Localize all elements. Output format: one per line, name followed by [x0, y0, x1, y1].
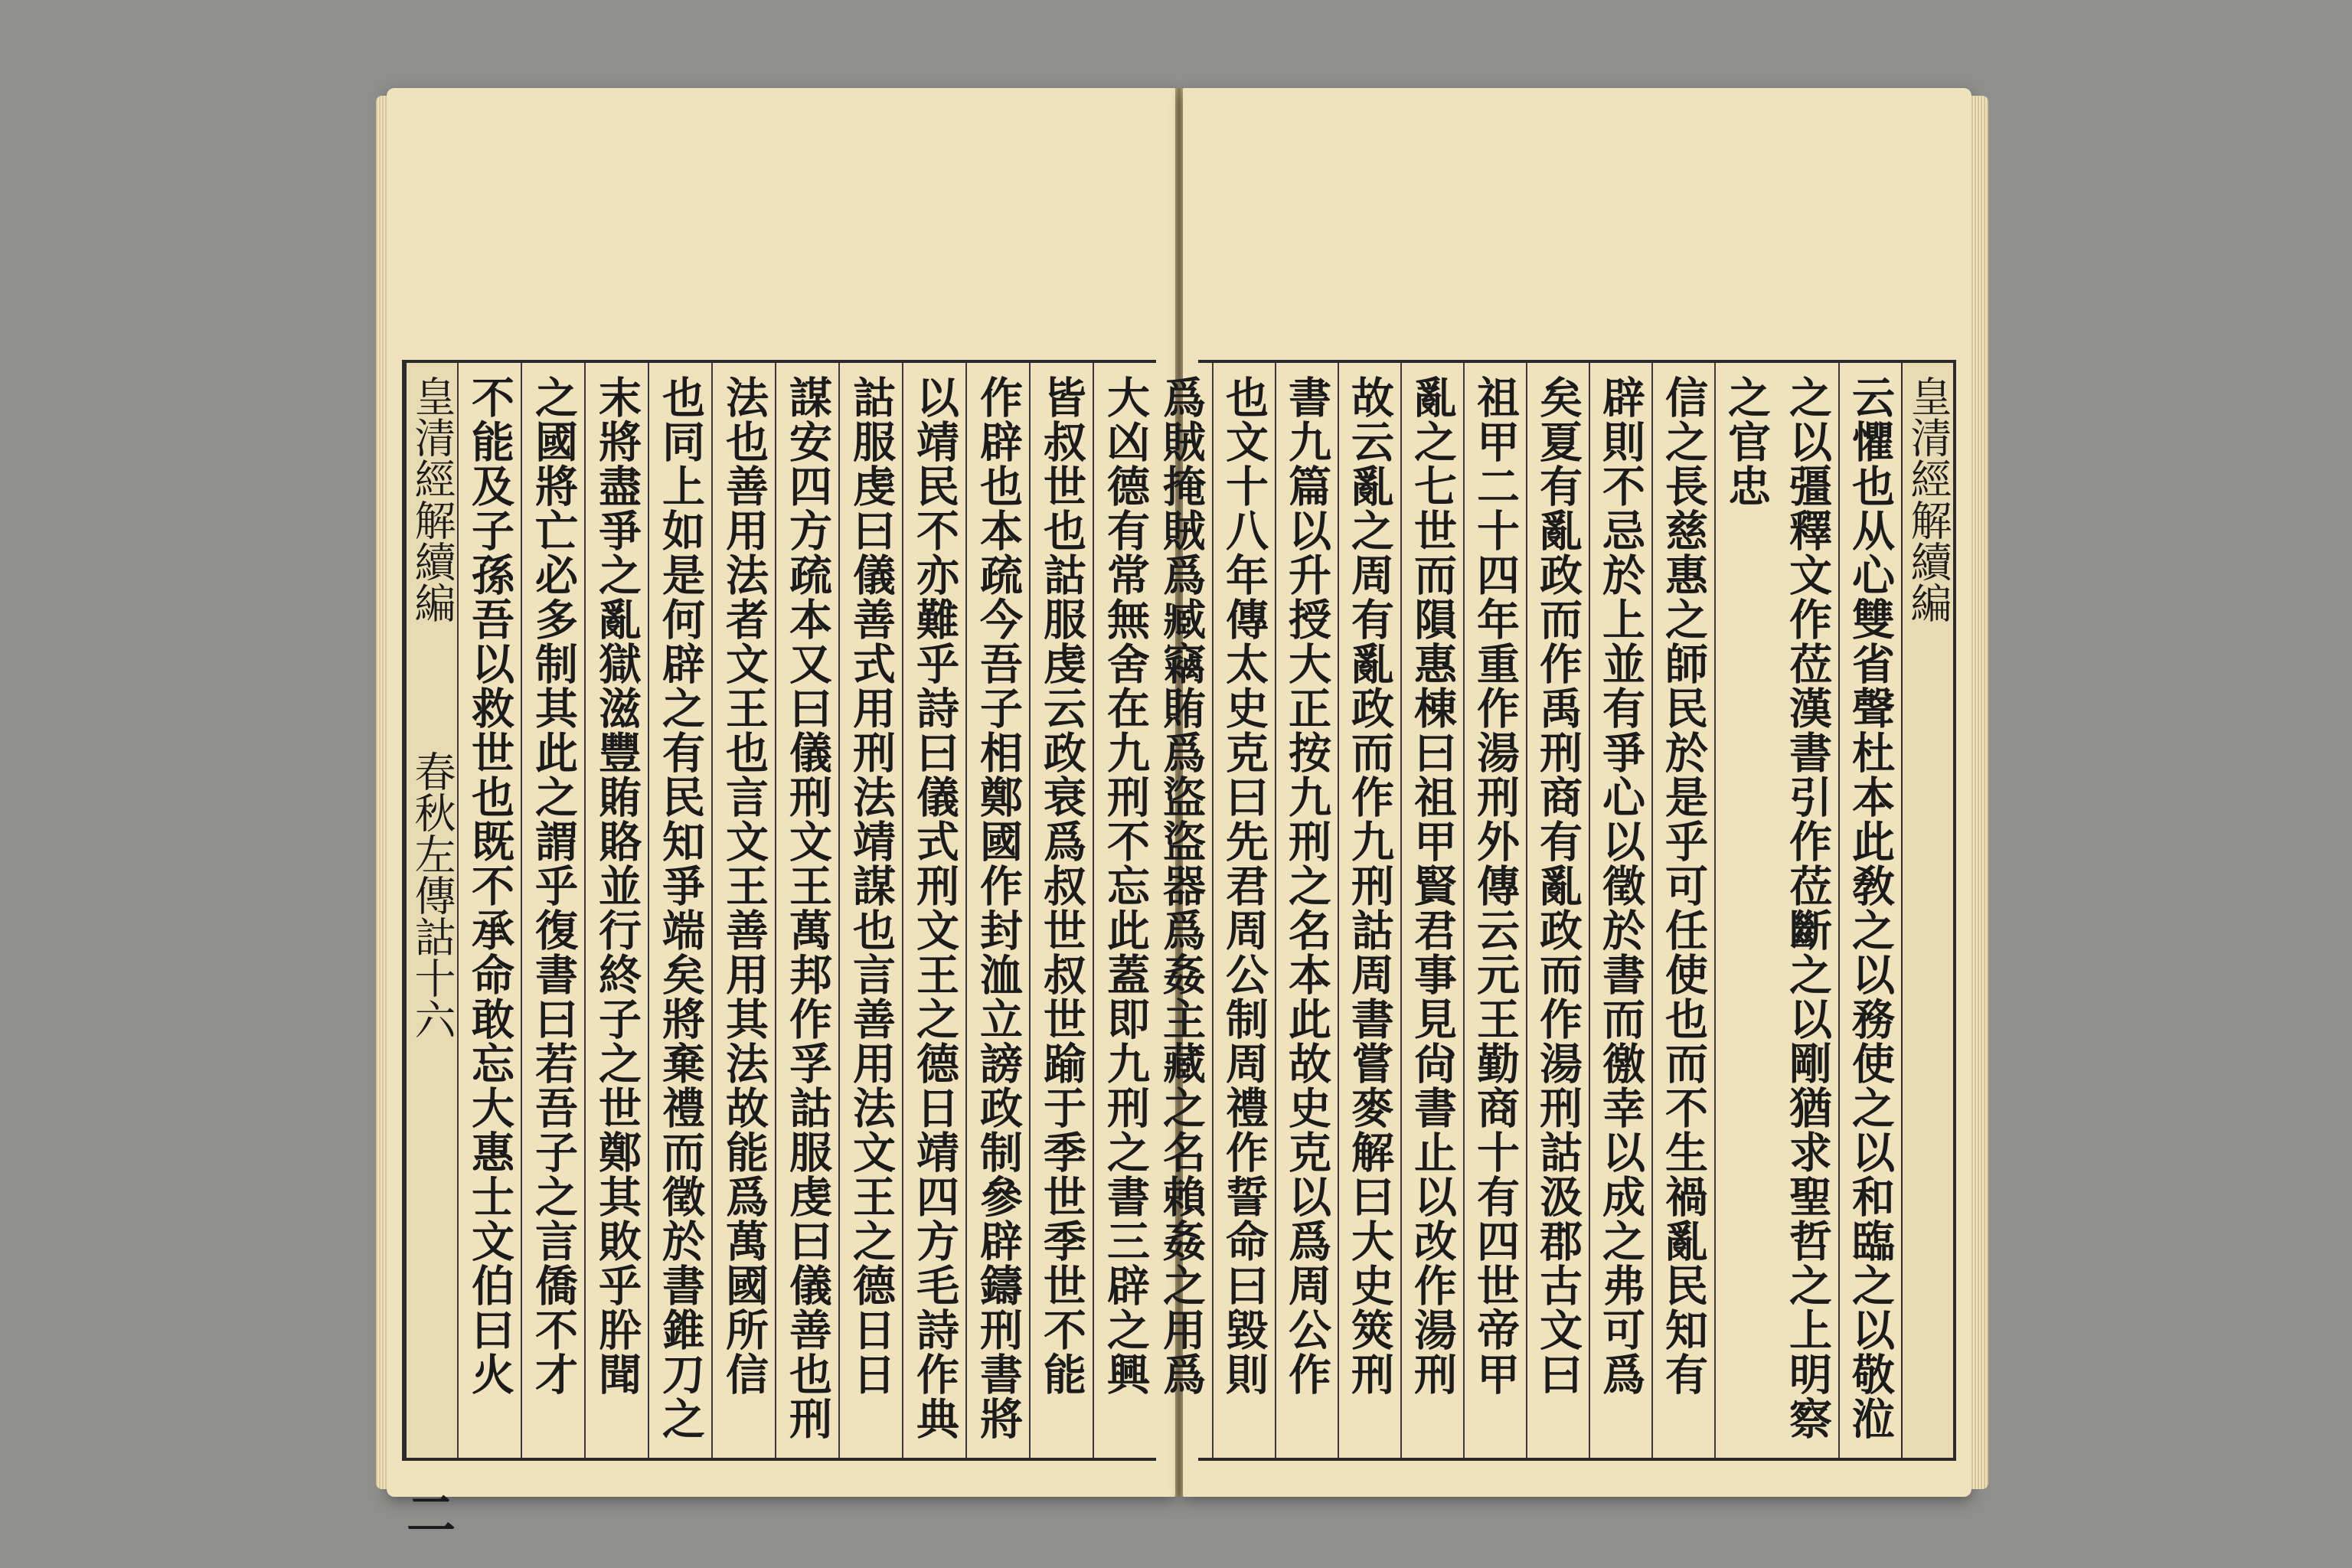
- right-page-top-margin: [1183, 88, 1971, 356]
- left-page-top-margin: [387, 88, 1175, 356]
- right-text-frame: [1156, 360, 1956, 1461]
- text-column: 云懼也从心雙省聲杜本此敎之以務使之以和臨之以敬涖: [1838, 363, 1901, 1458]
- text-column: 祖甲二十四年重作湯刑外傳云元王勤商十有四世帝甲: [1463, 363, 1526, 1458]
- text-column: 大凶德有常無舍在九刑不忘此蓋即九刑之書三辟之興: [1093, 363, 1156, 1458]
- margin-subtitle: 春秋左傳詁十六: [408, 750, 456, 1040]
- right-margin-center-strip: [1901, 363, 1953, 1458]
- text-column: 也同上如是何辟之有民知爭端矣將棄禮而徵於書錐刀之: [648, 363, 711, 1458]
- text-column: 法也善用法者文王也言文王善用其法故能爲萬國所信: [711, 363, 775, 1458]
- page-number: 二: [398, 1488, 456, 1537]
- text-column: 也文十八年傳太史克曰先君周公制周禮作誓命曰毀則: [1212, 363, 1275, 1458]
- text-column: 不能及子孫吾以救世也既不承命敢忘大惠士文伯曰火: [457, 363, 521, 1458]
- text-column: 末將盡爭之亂獄滋豐賄賂並行終子之世鄭其敗乎肸聞: [584, 363, 648, 1458]
- text-column: 故云亂之周有亂政而作九刑詁周書嘗麥解曰大史筴刑: [1338, 363, 1400, 1458]
- left-page: [387, 88, 1175, 1537]
- text-column: 書九篇以升授大正按九刑之名本此故史克以爲周公作: [1275, 363, 1338, 1458]
- text-column: 亂之七世而隕惠棟曰祖甲賢君事見尙書止以改作湯刑: [1400, 363, 1463, 1458]
- text-column: 皆叔世也詁服虔云政衰爲叔世叔世踰于季世季世不能: [1029, 363, 1093, 1458]
- text-column: 辟則不忌於上並有爭心以徵於書而徼幸以成之弗可爲: [1589, 363, 1651, 1458]
- right-text-columns: [1156, 363, 1953, 1458]
- margin-title: 皇清經解續編: [408, 375, 456, 623]
- text-column: 矣夏有亂政而作禹刑商有亂政而作湯刑詁汲郡古文曰: [1526, 363, 1589, 1458]
- open-book: [387, 73, 1971, 1537]
- text-column: 詁服虔曰儀善式用刑法靖謀也言善用法文王之德日日: [838, 363, 902, 1458]
- text-column: 作辟也本疏今吾子相鄭國作封洫立謗政制參辟鑄刑書將: [965, 363, 1029, 1458]
- text-column: 信之長慈惠之師民於是乎可任使也而不生禍亂民知有: [1651, 363, 1714, 1458]
- text-column: 謀安四方疏本又曰儀刑文王萬邦作孚詁服虔曰儀善也刑: [775, 363, 838, 1458]
- left-text-frame: [398, 360, 1156, 1537]
- right-page: [1156, 88, 1971, 1497]
- margin-title: 皇清經解續編: [1904, 375, 1952, 623]
- text-column: 之以彊釋文作莅漢書引作莅斷之以剛猶求聖哲之上明察之官忠: [1714, 363, 1838, 1458]
- left-margin-center-strip: [398, 363, 457, 1537]
- text-column: 之國將亡必多制其此之謂乎復書曰若吾子之言僑不才: [521, 363, 584, 1458]
- text-column: 以靖民不亦難乎詩曰儀式刑文王之德日靖四方毛詩作典: [902, 363, 965, 1458]
- text-column: 爲賊掩賊爲臧竊賄爲盜盜器爲姦主藏之名賴姦之用爲: [1156, 375, 1207, 1396]
- left-text-columns: [398, 363, 1156, 1537]
